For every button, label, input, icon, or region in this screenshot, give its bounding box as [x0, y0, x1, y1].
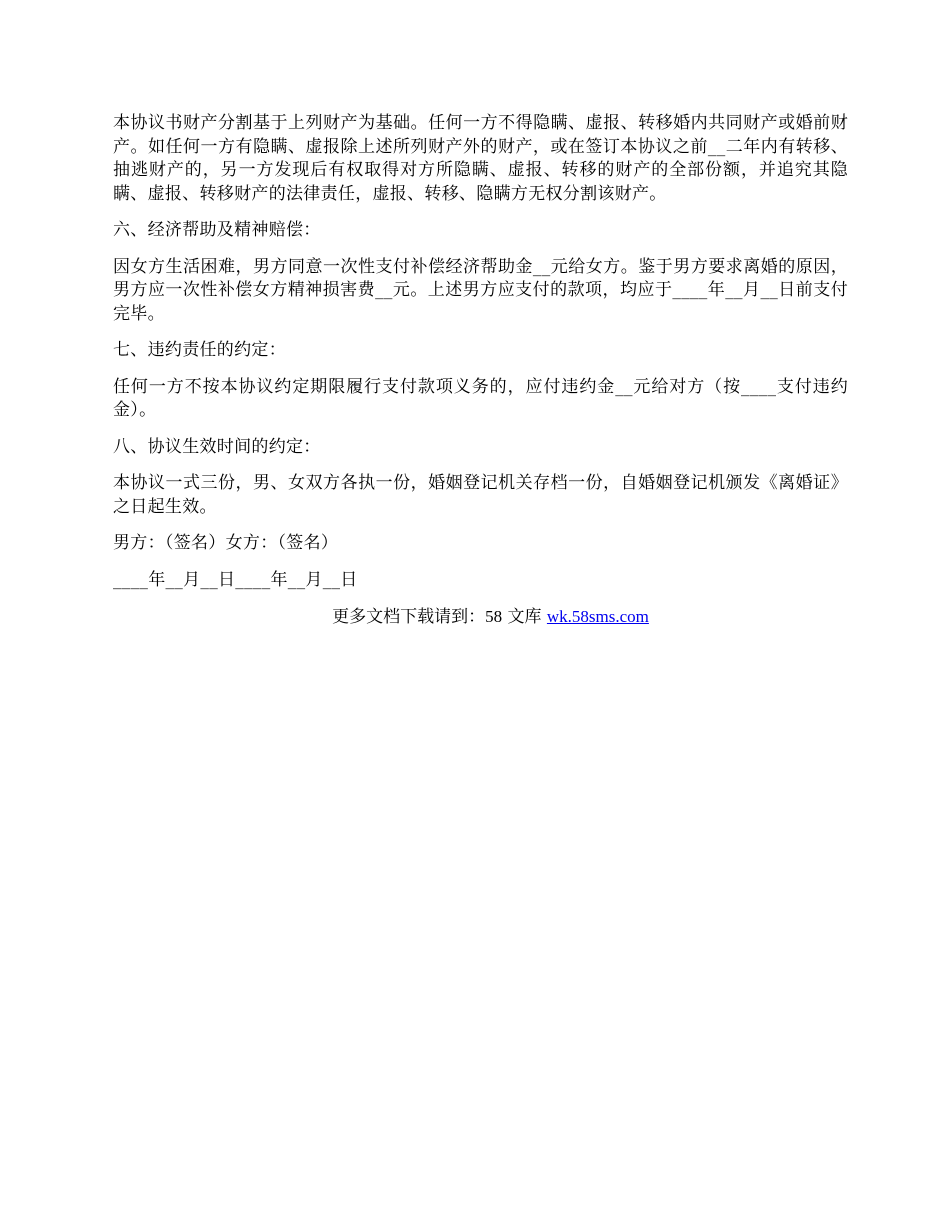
footer-number: 58 — [485, 607, 503, 626]
signature-line: 男方：（签名）女方：（签名） — [113, 533, 339, 553]
paragraph-property-division: 本协议书财产分割基于上列财产为基础。任何一方不得隐瞒、虚报、转移婚内共同财产或婚前财产。如任何一方有隐瞒、虚报除上述所列财产外的财产，或在签订本协议之前__二年内有转移、抽逃财产的，另一方发现后有权取得对方所隐瞒、虚报、转移的财产的全部份额，并追究其隐瞒、虚报、转移财产的法律责任，虚报、转移、隐瞒方无权分割该财产。 — [113, 113, 848, 204]
date-line: ____年__月__日____年__月__日 — [113, 569, 358, 590]
footer-middle: 文库 — [502, 607, 547, 627]
document-body — [113, 112, 848, 629]
paragraph-effective-time: 本协议一式三份，男、女双方各执一份，婚姻登记机关存档一份，自婚姻登记机颁发《离婚证》之日起生效。 — [113, 473, 848, 517]
footer-link[interactable]: wk.58sms.com — [546, 607, 649, 626]
paragraph-breach-liability: 任何一方不按本协议约定期限履行支付款项义务的，应付违约金__元给对方（按____支付违约金）。 — [113, 376, 848, 420]
footer-prefix: 更多文档下载请到： — [332, 607, 486, 627]
heading-economic-help: 六、经济帮助及精神赔偿： — [113, 220, 321, 240]
heading-effective-time: 八、协议生效时间的约定： — [113, 436, 321, 457]
heading-breach-liability: 七、违约责任的约定： — [113, 340, 286, 360]
paragraph-economic-help: 因女方生活困难，男方同意一次性支付补偿经济帮助金__元给女方。鉴于男方要求离婚的原因，男方应一次性补偿女方精神损害费__元。上述男方应支付的款项，均应于____年__月__日前支付完毕。 — [113, 256, 848, 324]
download-footer — [113, 605, 848, 629]
